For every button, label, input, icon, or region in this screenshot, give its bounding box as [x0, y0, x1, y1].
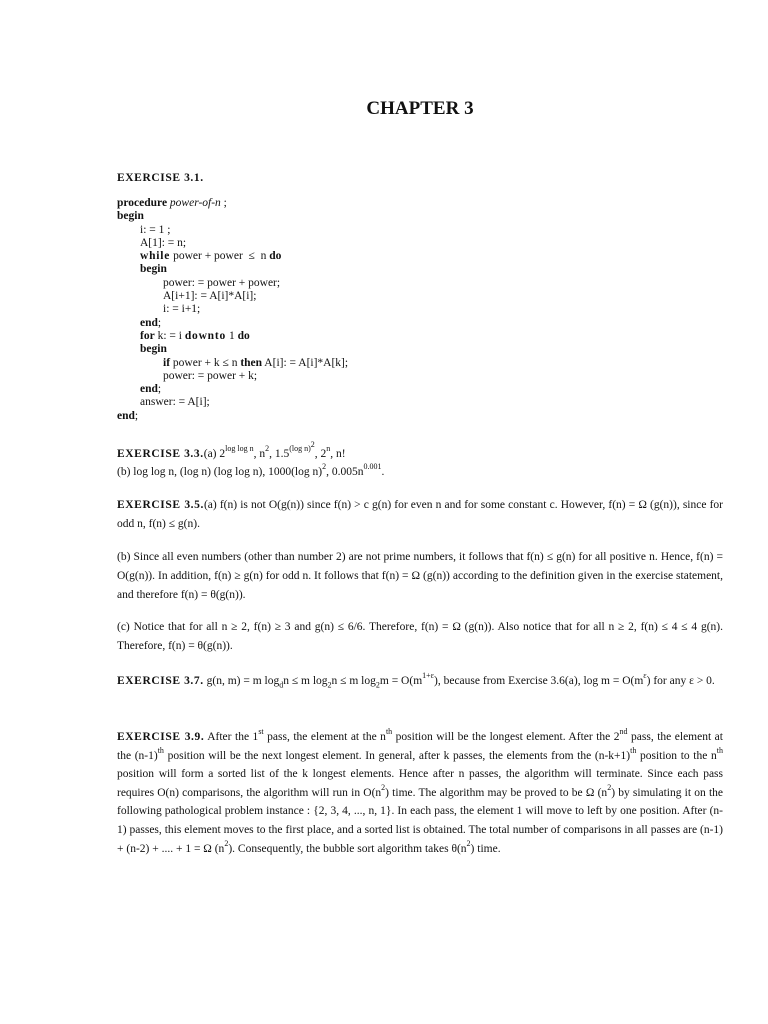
code-line: end; — [140, 383, 162, 396]
code-line: for k: = i downto 1 do — [140, 329, 250, 342]
code-line: power: = power + k; — [163, 369, 258, 382]
chapter-title: CHAPTER 3 — [366, 98, 474, 119]
code-line: if power + k ≤ n then A[i]: = A[i]*A[k]; — [163, 356, 349, 369]
exercise-3-3-part-b: (b) log log n, (log n) (log log n), 1000(log n)$^2$, $0.005n^{0.001}$. — [117, 461, 385, 478]
code-line: i: = i+1; — [163, 303, 201, 316]
code-line: i: = 1 ; — [140, 223, 171, 236]
code-line: end; — [140, 316, 162, 329]
code-line: end; — [117, 409, 139, 422]
code-line: procedure power-of-n ; — [117, 197, 227, 209]
exercise-3-5-part-c: (c) Notice that for all n ≥ 2, f(n) ≥ 3 and g(n) ≤ 6/6. Therefore, f(n) = Ω (g(n)). Also notice that for all n ≥ 2, f(n) ≤ 4 ≤ 4 g(n). Therefore, f(n) = θ(g(n)). — [117, 621, 723, 652]
code-line: begin — [140, 343, 167, 356]
exercise-3-3 — [117, 439, 723, 481]
procedure-code-block — [117, 197, 717, 423]
exercise-3-5-part-a: EXERCISE 3.5.(a) f(n) is not O(g(n)) since f(n) > c g(n) for even n and for some constant c. However, f(n) = Ω (g(n)), since for odd n, f(n) ≤ g(n). — [117, 499, 723, 530]
code-line: answer: = A[i]; — [140, 396, 210, 409]
exercise-3-7: EXERCISE 3.7. g(n, m) = m $\log_dn \le m$ $\log_2n \le m$ $\log_2m = O(m^{1+\varepsilon})$, because from Exercise 3.6(a), $\log m = O(m^\varepsilon)$ for any ε > 0. — [117, 671, 715, 690]
code-line: power: = power + power; — [163, 276, 281, 289]
exercise-3-3-part-a: EXERCISE 3.3.(a) $2^{log log n}$, $n^2$, $1.5^{(log n)^2}$, 2$^n$, n! — [117, 439, 346, 460]
exercise-3-9: EXERCISE 3.9. After the 1st pass, the element at the $n^{th}$ position will be the longest element. After the 2nd pass, the element at the $(n-1)^{th}$ position will be the next longest element. In general, after k passes, the elements from the $(n-k+1)^{th}$ position to the $n^{th}$ position will form a sorted list of the k longest elements. Hence after n passes, the algorithm will terminate. Since each pass requires O(n) comparisons, the algorithm will run in $O(n^2)$ time. The algorithm may be proved to be Ω $(n^2)$ by simulating it on the following pathological problem instance : {2, 3, 4, ..., n, 1}. In each pass, the element 1 will move to left by one position. After (n-1) passes, this element moves to the first place, and a sorted list is obtained. The total number of comparisons in all passes are (n-1) + (n-2) + .... + 1 = Ω $(n^2)$. Consequently, the bubble sort algorithm takes $\theta(n^2)$ time. — [117, 727, 724, 855]
code-line: begin — [140, 263, 167, 276]
exercise-3-1-heading: EXERCISE 3.1. — [117, 172, 204, 184]
code-line: A[i+1]: = A[i]*A[i]; — [163, 290, 257, 303]
code-line: A[1]: = n; — [140, 236, 187, 249]
code-line: begin — [117, 210, 144, 223]
code-line: while power + power ≤ n do — [140, 250, 282, 263]
exercise-3-5-part-b: (b) Since all even numbers (other than number 2) are not prime numbers, it follows that f(n) ≤ g(n) for all positive n. Hence, f(n) = O(g(n)). In addition, f(n) ≥ g(n) for odd n. It follows that f(n) = Ω (g(n)) according to the definition given in the exercise statement, and therefore f(n) = θ(g(n)). — [117, 551, 723, 601]
